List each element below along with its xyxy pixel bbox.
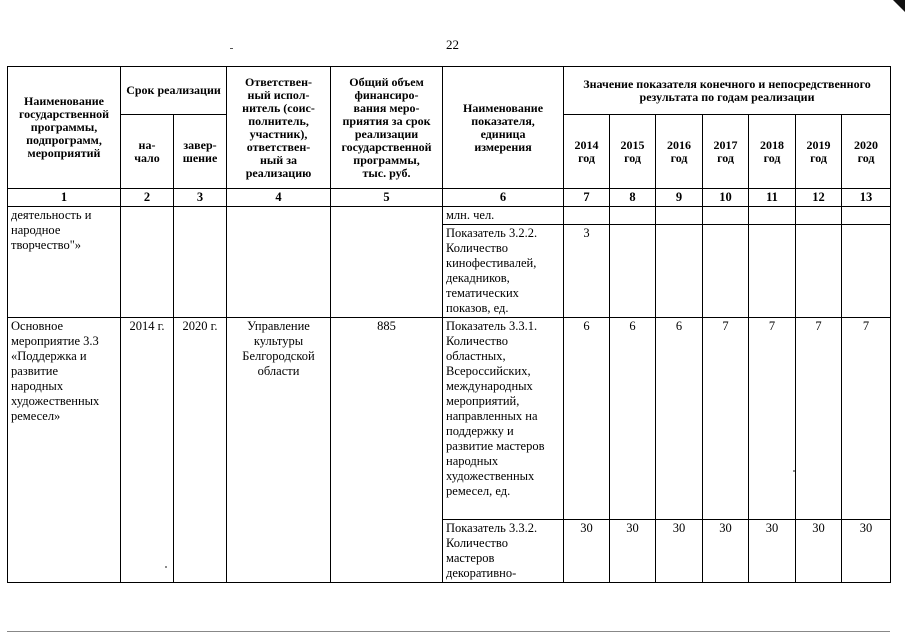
value-cell: 6 [656,318,703,520]
header-year: 2016 год [656,115,703,189]
indicator-cell: млн. чел. [443,207,564,225]
col-number: 8 [610,189,656,207]
indicator-cell: Показатель 3.3.1. Количество областных, Всероссийских, международных мероприятий, направленных на поддержку и развитие мастеров народных художественных ремесел, ед. [443,318,564,520]
header-year: 2018 год [749,115,796,189]
header-year: 2020 год [842,115,891,189]
program-name-cell: деятельность и народное творчество"» [8,207,121,318]
volume-cell: 885 [331,318,443,583]
header-term: Срок реализации [121,67,227,115]
value-cell: 3 [564,225,610,318]
indicator-cell: Показатель 3.3.2. Количество мастеров декоративно- [443,520,564,583]
col-number: 10 [703,189,749,207]
scan-speck [230,48,233,49]
column-number-row [8,189,891,207]
header-volume: Общий объем финансиро- вания меро- приятия за срок реализации государственной программы, тыс. руб. [331,67,443,189]
col-number: 4 [227,189,331,207]
col-number: 7 [564,189,610,207]
header-year: 2015 год [610,115,656,189]
value-cell: 30 [749,520,796,583]
col-number: 12 [796,189,842,207]
end-cell: 2020 г. [174,318,227,583]
col-number: 1 [8,189,121,207]
indicator-cell: Показатель 3.2.2. Количество кинофестивалей, декадников, тематических показов, ед. [443,225,564,318]
value-cell: 30 [842,520,891,583]
value-cell: 6 [610,318,656,520]
header-end: завер- шение [174,115,227,189]
col-number: 11 [749,189,796,207]
table-row [8,318,891,520]
col-number: 3 [174,189,227,207]
program-table [7,66,891,583]
responsible-cell: Управление культуры Белгородской области [227,318,331,583]
value-cell: 7 [703,318,749,520]
value-cell: 6 [564,318,610,520]
program-name-cell: Основное мероприятие 3.3 «Поддержка и развитие народных художественных ремесел» [8,318,121,583]
header-responsible: Ответствен- ный испол- нитель (соис- полнитель, участник), ответствен- ный за реализацию [227,67,331,189]
header-year: 2019 год [796,115,842,189]
page-number: 22 [446,37,459,52]
value-cell: 7 [842,318,891,520]
header-start: на- чало [121,115,174,189]
col-number: 9 [656,189,703,207]
scan-bottom-line [7,631,890,632]
scan-speck [165,566,167,568]
value-cell: 30 [796,520,842,583]
header-values-title: Значение показателя конечного и непосредственного результата по годам реализации [564,67,891,115]
value-cell: 7 [749,318,796,520]
value-cell: 30 [610,520,656,583]
col-number: 13 [842,189,891,207]
col-number: 5 [331,189,443,207]
header-program-name: Наименование государственной программы, подпрограмм, мероприятий [8,67,121,189]
header-year: 2014 год [564,115,610,189]
header-indicator: Наименование показателя, единица измерения [443,67,564,189]
value-cell: 30 [656,520,703,583]
col-number: 2 [121,189,174,207]
start-cell: 2014 г. [121,318,174,583]
scan-edge-artifact [893,0,905,12]
value-cell: 7 [796,318,842,520]
col-number: 6 [443,189,564,207]
value-cell: 30 [564,520,610,583]
scan-speck [793,470,795,472]
value-cell: 30 [703,520,749,583]
header-year: 2017 год [703,115,749,189]
table-row [8,207,891,225]
